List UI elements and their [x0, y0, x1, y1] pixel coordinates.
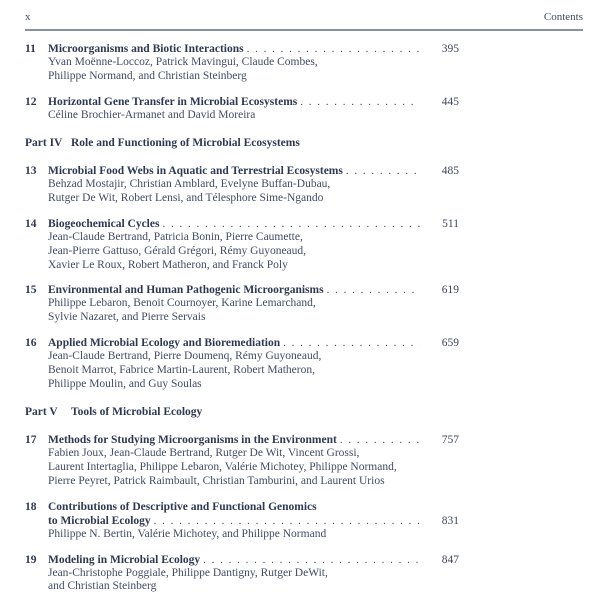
toc-entry-ch11	[25, 42, 459, 84]
chapter-title-line2: to Microbial Ecology	[48, 514, 151, 527]
page-number: 511	[442, 217, 459, 230]
chapter-authors	[48, 178, 459, 206]
toc-entry-ch13	[25, 164, 459, 206]
chapter-authors	[48, 528, 459, 542]
author-line: Jean-Pierre Gattuso, Gérald Grégori, Rémy Guyoneaud,	[48, 244, 307, 257]
toc-entry-ch16	[25, 336, 459, 391]
dot-leader	[203, 553, 420, 567]
chapter-number: 17	[25, 434, 37, 447]
chapter-title-row	[25, 500, 459, 528]
chapter-authors	[48, 231, 459, 272]
page-number: 445	[441, 95, 459, 108]
dot-leader	[327, 283, 420, 297]
part-title: Role and Functioning of Microbial Ecosystems	[71, 137, 300, 150]
toc-entry-ch17	[25, 433, 459, 488]
chapter-title-row	[25, 95, 459, 109]
page-header	[25, 11, 583, 31]
author-line: Xavier Le Roux, Robert Matheron, and Franck Poly	[48, 258, 288, 271]
chapter-number: 15	[25, 284, 37, 297]
chapter-title-row	[25, 283, 459, 297]
part-label: Part IV	[25, 137, 63, 150]
author-line: Philippe Normand, and Christian Steinberg	[48, 69, 247, 82]
chapter-title-row	[25, 553, 459, 567]
running-head-title: Contents	[543, 11, 583, 23]
chapter-title-row	[25, 164, 459, 178]
chapter-number: 18	[25, 500, 37, 513]
chapter-number: 11	[25, 43, 36, 55]
chapter-number: 12	[25, 95, 37, 108]
author-line: Rutger De Wit, Robert Lensi, and Télesphore Sime-Ngando	[48, 192, 324, 205]
toc-entry-ch15	[25, 283, 459, 325]
chapter-number: 16	[25, 336, 37, 349]
chapter-title: Methods for Studying Microorganisms in the Environment	[48, 434, 337, 447]
page-number: 395	[441, 43, 459, 55]
author-line: Sylvie Nazaret, and Pierre Servais	[48, 311, 206, 324]
page-number: 831	[441, 514, 459, 527]
table-of-contents	[25, 42, 459, 594]
chapter-authors	[48, 109, 459, 123]
part-heading-iv	[25, 136, 459, 150]
toc-entry-ch18	[25, 500, 459, 542]
dot-leader	[247, 42, 420, 56]
author-line: Fabien Joux, Jean-Claude Bertrand, Rutger De Wit, Vincent Grossi,	[48, 447, 360, 460]
chapter-title: Applied Microbial Ecology and Bioremediation	[48, 336, 281, 349]
chapter-title: Microbial Food Webs in Aquatic and Terrestrial Ecosystems	[48, 165, 343, 178]
page-number: 485	[441, 165, 459, 178]
chapter-number: 19	[25, 553, 37, 566]
chapter-number: 13	[25, 165, 37, 178]
dot-leader	[340, 433, 420, 447]
dot-leader	[283, 336, 420, 350]
page-number: 659	[441, 336, 459, 349]
chapter-authors	[48, 56, 459, 84]
chapter-title-row	[25, 42, 459, 56]
part-heading-v	[25, 405, 459, 419]
toc-entry-ch14	[25, 217, 459, 272]
chapter-title-row	[25, 217, 459, 231]
chapter-title: Modeling in Microbial Ecology	[48, 553, 201, 566]
chapter-authors	[48, 567, 459, 595]
author-line: Céline Brochier-Armanet and David Moreira	[48, 108, 256, 121]
author-line: Behzad Mostajir, Christian Amblard, Evelyne Buffan-Dubau,	[48, 178, 331, 191]
author-line: Jean-Christophe Poggiale, Philippe Dantigny, Rutger DeWit,	[48, 566, 328, 579]
chapter-title: Microorganisms and Biotic Interactions	[48, 43, 244, 55]
toc-entry-ch12	[25, 95, 459, 123]
chapter-authors	[48, 350, 459, 391]
dot-leader	[154, 514, 420, 528]
chapter-title: Environmental and Human Pathogenic Microorganisms	[48, 284, 324, 297]
page-number: 619	[441, 284, 459, 297]
chapter-title: Biogeochemical Cycles	[48, 217, 160, 230]
author-line: Laurent Intertaglia, Philippe Lebaron, Valérie Michotey, Philippe Normand,	[48, 461, 397, 474]
author-line: Jean-Claude Bertrand, Pierre Doumenq, Rémy Guyoneaud,	[48, 349, 322, 362]
author-line: Pierre Peyret, Patrick Raimbault, Christian Tamburini, and Laurent Urios	[48, 474, 385, 487]
chapter-title-line1: Contributions of Descriptive and Functional Genomics	[48, 500, 317, 513]
dot-leader	[346, 164, 420, 178]
chapter-number: 14	[25, 217, 37, 230]
toc-entry-ch19	[25, 553, 459, 595]
dot-leader	[162, 217, 420, 231]
chapter-title: Horizontal Gene Transfer in Microbial Ecosystems	[48, 95, 298, 108]
page-number: 757	[441, 434, 459, 447]
dot-leader	[300, 95, 420, 109]
part-title: Tools of Microbial Ecology	[71, 406, 203, 419]
chapter-title-row	[25, 336, 459, 350]
chapter-title-row	[25, 433, 459, 447]
chapter-authors	[48, 297, 459, 325]
author-line: Benoit Marrot, Fabrice Martin-Laurent, Robert Matheron,	[48, 363, 315, 376]
part-label: Part V	[25, 406, 58, 419]
author-line: Yvan Moënne-Loccoz, Patrick Mavingui, Claude Combes,	[48, 56, 318, 68]
author-line: Philippe N. Bertin, Valérie Michotey, and Philippe Normand	[48, 527, 327, 540]
author-line: and Christian Steinberg	[48, 580, 157, 593]
chapter-authors	[48, 447, 459, 488]
author-line: Jean-Claude Bertrand, Patricia Bonin, Pierre Caumette,	[48, 230, 303, 243]
author-line: Philippe Moulin, and Guy Soulas	[48, 377, 202, 390]
page-folio: x	[25, 11, 31, 23]
author-line: Philippe Lebaron, Benoit Cournoyer, Karine Lemarchand,	[48, 297, 316, 310]
page-number: 847	[441, 553, 459, 566]
